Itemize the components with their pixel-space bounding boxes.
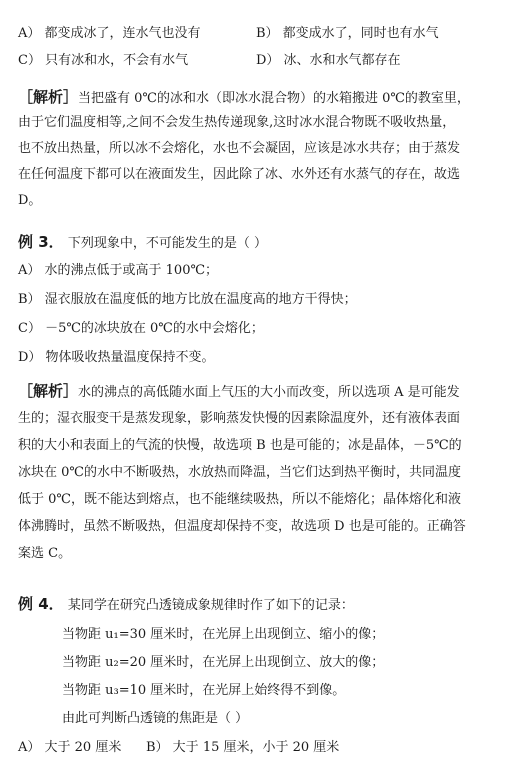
option-c: C） 只有冰和水，不会有水气 (18, 53, 189, 68)
record-line: 当物距 u₂=20 厘米时，在光屏上出现倒立、放大的像； (62, 655, 385, 670)
option-a: A） 都变成冰了，连水气也没有 (18, 26, 201, 41)
example-4-question (18, 596, 510, 614)
analysis-line: 在任何温度下都可以在液面发生，因此除了冰、水外还有水蒸气的存在，故选 (18, 167, 461, 182)
record-line: 当物距 u₃=10 厘米时，在光屏上始终得不到像。 (62, 683, 346, 698)
option-b: B） 都变成水了，同时也有水气 (256, 26, 439, 41)
analysis-label: ［解析］ (18, 382, 79, 400)
option-a: A） 水的沸点低于或高于 100℃； (18, 263, 219, 278)
question-text: 下列现象中，不可能发生的是（ ） (67, 236, 267, 251)
option-row (18, 26, 510, 42)
question-prompt: 由此可判断凸透镜的焦距是（ ） (62, 711, 249, 726)
example-heading: 例 4． (18, 595, 64, 613)
analysis-line: 积的大小和表面上的气流的快慢，故选项 B 也是可能的；冰是晶体，－5℃的 (18, 438, 462, 453)
analysis-line: 生的；湿衣服变干是蒸发现象，影响蒸发快慢的因素除温度外，还有液体表面 (18, 411, 461, 426)
analysis-line: D。 (18, 193, 42, 208)
analysis-line: 由于它们温度相等,之间不会发生热传递现象,这时冰水混合物既不吸收热量， (18, 115, 456, 130)
analysis-paragraph (18, 378, 510, 567)
analysis-paragraph (18, 84, 510, 214)
option-d: D） 物体吸收热量温度保持不变。 (18, 350, 215, 365)
analysis-line: 案选 C。 (18, 546, 72, 561)
analysis-line: 低于 0℃，既不能达到熔点，也不能继续吸热，所以不能熔化；晶体熔化和液 (18, 492, 461, 507)
option-row (18, 740, 510, 756)
record-line: 当物距 u₁=30 厘米时，在光屏上出现倒立、缩小的像； (62, 627, 385, 642)
option-b: B） 湿衣服放在温度低的地方比放在温度高的地方干得快； (18, 292, 357, 307)
example-3-question (18, 234, 510, 252)
analysis-line: 也不放出热量，所以冰不会熔化，水也不会凝固，应该是冰水共存；由于蒸发 (18, 141, 461, 156)
option-a: A） 大于 20 厘米 (18, 740, 122, 755)
option-row (18, 53, 510, 69)
analysis-line: 水的沸点的高低随水面上气压的大小而改变，所以选项 A 是可能发 (78, 385, 460, 400)
option-b: B） 大于 15 厘米，小于 20 厘米 (146, 740, 340, 755)
question-text: 某同学在研究凸透镜成象规律时作了如下的记录： (67, 598, 354, 613)
option-d: D） 冰、水和水气都存在 (256, 53, 401, 68)
analysis-line: 冰块在 0℃的水中不断吸热，水放热而降温，当它们达到热平衡时，共同温度 (18, 465, 461, 480)
analysis-label: ［解析］ (18, 88, 79, 106)
analysis-line: 体沸腾时，虽然不断吸热，但温度却保持不变，故选项 D 也是可能的。正确答 (18, 519, 466, 534)
option-c: C） －5℃的冰块放在 0℃的水中会熔化； (18, 321, 264, 336)
example-heading: 例 3． (18, 233, 64, 251)
analysis-line: 当把盛有 0℃的冰和水（即冰水混合物）的水箱搬进 0℃的教室里， (78, 91, 470, 106)
